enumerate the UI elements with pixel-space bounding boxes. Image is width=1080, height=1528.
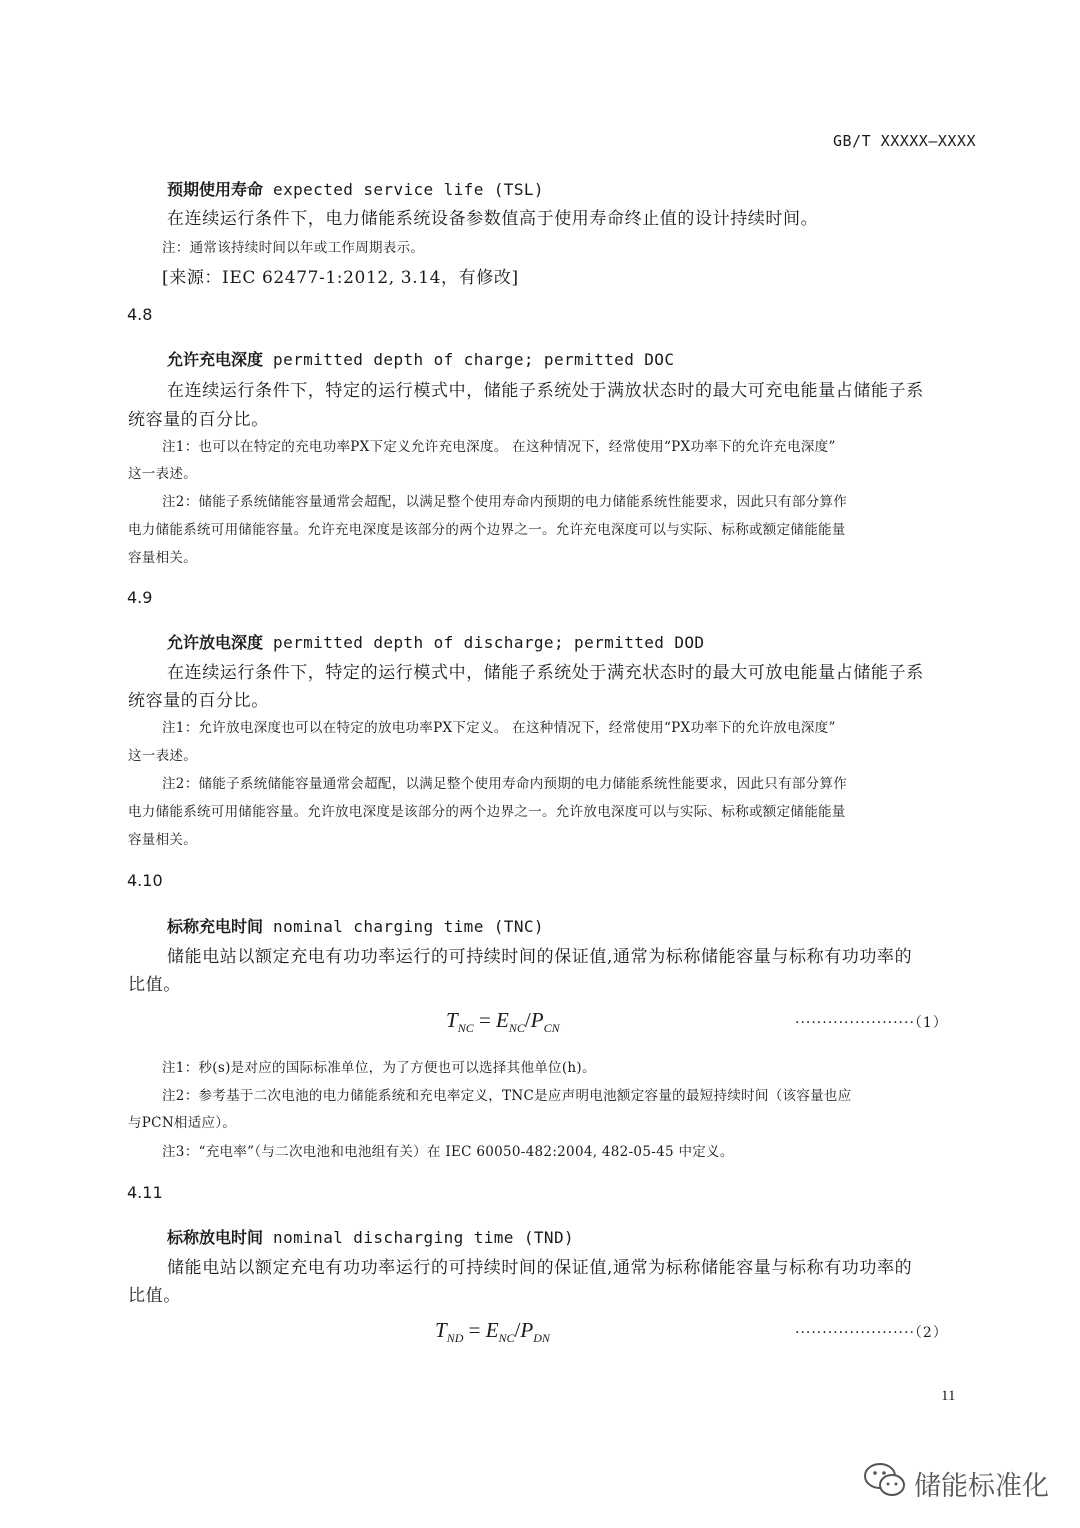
term-chinese: 标称充电时间 bbox=[167, 917, 264, 936]
watermark-text: 储能标准化 bbox=[914, 1471, 1049, 1502]
definition-text: 比值。 bbox=[128, 1286, 181, 1306]
note: 容量相关。 bbox=[128, 832, 197, 848]
note: 注：通常该持续时间以年或工作周期表示。 bbox=[162, 240, 425, 256]
section-number: 4.9 bbox=[127, 588, 153, 607]
term-english: permitted depth of discharge; permitted DOD bbox=[263, 633, 705, 652]
section-number: 4.8 bbox=[127, 305, 153, 324]
term-english: nominal charging time (TNC) bbox=[263, 917, 544, 936]
term-heading-tnd bbox=[167, 1225, 574, 1248]
note: 容量相关。 bbox=[128, 550, 197, 566]
definition-text: 在连续运行条件下，特定的运行模式中，储能子系统处于满充状态时的最大可放电能量占储能子系 bbox=[167, 663, 924, 683]
note: 注1：也可以在特定的充电功率PX下定义允许充电深度。 在这种情况下，经常使用“PX功率下的允许充电深度” bbox=[162, 439, 836, 455]
standard-code-header: GB/T XXXXX—XXXX bbox=[833, 132, 976, 150]
definition-text: 在连续运行条件下，电力储能系统设备参数值高于使用寿命终止值的设计持续时间。 bbox=[167, 209, 819, 229]
note: 注1：秒(s)是对应的国际标准单位，为了方便也可以选择其他单位(h)。 bbox=[162, 1060, 596, 1076]
definition-text: 在连续运行条件下，特定的运行模式中，储能子系统处于满放状态时的最大可充电能量占储能子系 bbox=[167, 381, 924, 401]
section-number: 4.11 bbox=[127, 1183, 163, 1202]
note: 电力储能系统可用储能容量。允许充电深度是该部分的两个边界之一。允许充电深度可以与实际、标称或额定储能能量 bbox=[128, 522, 846, 538]
note: 电力储能系统可用储能容量。允许放电深度是该部分的两个边界之一。允许放电深度可以与实际、标称或额定储能能量 bbox=[128, 804, 846, 820]
formula-number: ······················（2） bbox=[795, 1325, 948, 1341]
note: 注2：参考基于二次电池的电力储能系统和充电率定义，TNC是应声明电池额定容量的最短持续时间（该容量也应 bbox=[162, 1088, 852, 1104]
definition-text: 统容量的百分比。 bbox=[128, 410, 269, 430]
term-chinese: 允许充电深度 bbox=[167, 350, 264, 369]
note: 这一表述。 bbox=[128, 748, 197, 764]
note: 注3：“充电率”（与二次电池和电池组有关）在 IEC 60050-482:2004, 482-05-45 中定义。 bbox=[162, 1144, 734, 1160]
definition-text: 储能电站以额定充电有功功率运行的可持续时间的保证值,通常为标称储能容量与标称有功功率的 bbox=[167, 947, 913, 967]
note: 注1：允许放电深度也可以在特定的放电功率PX下定义。 在这种情况下，经常使用“PX功率下的允许放电深度” bbox=[162, 720, 836, 736]
definition-text: 统容量的百分比。 bbox=[128, 691, 269, 711]
definition-text: 比值。 bbox=[128, 975, 181, 995]
wechat-icon bbox=[862, 1460, 908, 1507]
term-heading-dod bbox=[167, 630, 704, 653]
page-number: 11 bbox=[941, 1388, 956, 1404]
section-number: 4.10 bbox=[127, 871, 163, 890]
formula-1: $T_{NC} = E_{NC}/P_{CN}$ bbox=[446, 1008, 560, 1036]
term-heading-doc bbox=[167, 347, 674, 370]
term-english: expected service life (TSL) bbox=[263, 180, 544, 199]
formula-2: $T_{ND} = E_{NC}/P_{DN}$ bbox=[435, 1318, 550, 1346]
term-english: nominal discharging time (TND) bbox=[263, 1228, 575, 1247]
formula-number: ······················（1） bbox=[795, 1015, 948, 1031]
note: 注2：储能子系统储能容量通常会超配，以满足整个使用寿命内预期的电力储能系统性能要求，因此只有部分算作 bbox=[162, 776, 848, 792]
term-chinese: 标称放电时间 bbox=[167, 1228, 264, 1247]
watermark bbox=[862, 1460, 1049, 1507]
note: 这一表述。 bbox=[128, 466, 197, 482]
term-english: permitted depth of charge; permitted DOC bbox=[263, 350, 675, 369]
term-chinese: 允许放电深度 bbox=[167, 633, 264, 652]
term-heading-tsl bbox=[167, 177, 544, 200]
note: 与PCN相适应）。 bbox=[128, 1115, 237, 1131]
note: 注2：储能子系统储能容量通常会超配，以满足整个使用寿命内预期的电力储能系统性能要求，因此只有部分算作 bbox=[162, 494, 848, 510]
term-heading-tnc bbox=[167, 914, 544, 937]
source-reference: [来源：IEC 62477-1:2012, 3.14，有修改] bbox=[162, 268, 519, 288]
term-chinese: 预期使用寿命 bbox=[167, 180, 264, 199]
definition-text: 储能电站以额定充电有功功率运行的可持续时间的保证值,通常为标称储能容量与标称有功功率的 bbox=[167, 1258, 913, 1278]
